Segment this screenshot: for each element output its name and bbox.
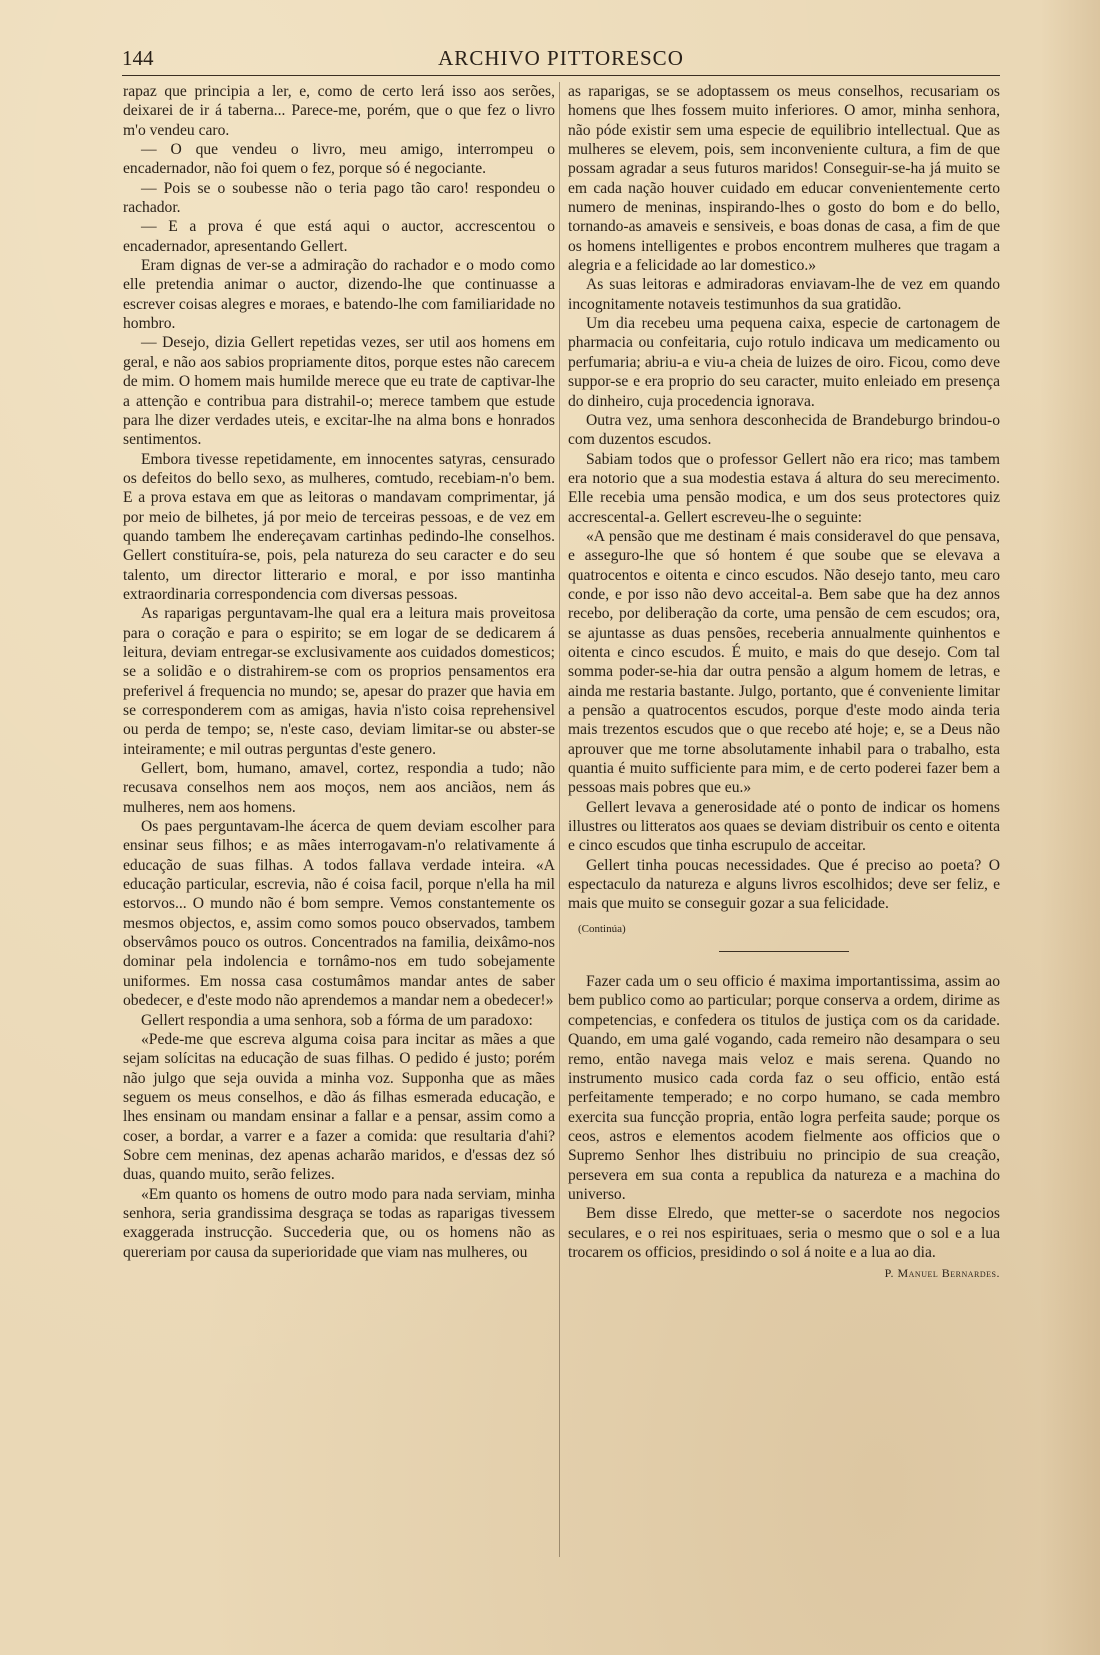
paragraph: as raparigas, se se adoptassem os meus conselhos, recusariam os homens que lhes fossem muito inferiores. O amor, minha senhora, não póde existir sem uma especie de equilibrio intellectual. Que as mulheres se elevem, pois, sem inconveniente cultura, a fim de que possam agradar a seus futuros maridos! Conseguir-se-ha já muito se em cada nação houver cuidado em educar convenientemente certo numero de meninas, inspirando-lhes o gosto do bom e do bello, tornando-as amaveis e sensiveis, e boas donas de casa, a fim de que os homens intelligentes e probos encontrem mulheres que tragam a alegria e a felicidade ao lar domestico.» xyxy=(568,83,1000,275)
paragraph: Gellert, bom, humano, amavel, cortez, respondia a tudo; não recusava conselhos nem aos moços, nem aos anciãos, nem ás mulheres, nem aos homens. xyxy=(123,760,555,816)
continua-label: (Continúa) xyxy=(578,922,626,935)
right-column xyxy=(568,82,1000,1284)
second-article xyxy=(568,972,1000,1262)
page-header xyxy=(122,42,1000,76)
paragraph: Gellert respondia a uma senhora, sob a fórma de um paradoxo: xyxy=(141,1011,533,1029)
paragraph: Embora tivesse repetidamente, em innocentes satyras, censurado os defeitos do bello sexo, as mulheres, comtudo, recebiam-n'o bem. E a prova estava em que as leitoras o mandavam comprimentar, já por meio de bilhetes, já por meio de terceiras pessoas, e de vez em quando tambem lhe endereçavam cartinhas pedindo-lhe conselhos. Gellert constituíra-se, pois, pela natureza do seu caracter e do seu talento, um director litterario e moral, e por isso mantinha extraordinaria correspondencia com diversas pessoas. xyxy=(123,450,555,603)
section-rule xyxy=(719,951,849,952)
paragraph: Gellert levava a generosidade até o ponto de indicar os homens illustres ou litteratos aos quaes se deviam distribuir os cento e oitenta e cinco escudos que tinha escrupulo de acceitar. xyxy=(568,798,1000,855)
running-title: ARCHIVO PITTORESCO xyxy=(438,46,684,70)
article-continuation xyxy=(568,82,1000,914)
paragraph: Fazer cada um o seu officio é maxima importantissima, assim ao bem publico como ao particular; porque conserva a ordem, dirime as competencias, e confedera os titulos de justiça com os da caridade. Quando, em uma galé vogando, cada remeiro não desampara o seu remo, então navega mais veloz e mais serena. Quando no instrumento musico cada corda faz o seu officio, então está perfeitamente temperado; e no corpo humano, se cada membro exercita sua funcção propria, então logra perfeita saude; porque os ceos, astros e elementos acodem fielmente aos officios que o Supremo Senhor lhes distribuiu no principio de sua creação, persevera em sua conta a republica da natureza e a machina do universo. xyxy=(568,973,1000,1203)
left-column xyxy=(123,82,555,1262)
paragraph: Outra vez, uma senhora desconhecida de Brandeburgo brindou-o com duzentos escudos. xyxy=(568,411,1000,449)
paragraph: Bem disse Elredo, que metter-se o sacerdote nos negocios seculares, e o rei nos espirituaes, seria o mesmo que o sol e a lua trocarem os officios, presidindo o sol á noite e a lua ao dia. xyxy=(568,1205,1000,1261)
paragraph: «Em quanto os homens de outro modo para nada serviam, minha senhora, seria grandissima desgraça se todas as raparigas tivessem exaggerada instrucção. Succederia que, ou os homens não as quereriam por causa da superioridade que viam nas mulheres, ou xyxy=(123,1185,555,1261)
paragraph: As suas leitoras e admiradoras enviavam-lhe de vez em quando incognitamente notaveis testimunhos da sua gratidão. xyxy=(568,276,1000,313)
paragraph: «A pensão que me destinam é mais consideravel do que pensava, e asseguro-lhe que só hontem é que soube que se elevava a quatrocentos e oitenta e cinco escudos. Não desejo tanto, meu caro conde, e por isso não devo acceital-a. Bem sabe que ha dez annos recebo, por deliberação da corte, uma pensão de cem escudos; ora, se ajuntasse as duas pensões, receberia annualmente quinhentos e oitenta e cinco escudos. É muito, e mais do que desejo. Com tal somma poder-se-hia dar outra pensão a algum homem de letras, e ainda me restaria bastante. Julgo, portanto, que é conveniente limitar a pensão a quatrocentos escudos, porque d'este modo ainda teria mais trezentos escudos que o que recebo até hoje; e, se a Deus não aprouver que me torne absolutamente inhabil para o trabalho, esta quantia é muito sufficiente para mim, e de certo poderei fazer bem a pessoas mais pobres que eu.» xyxy=(568,527,1000,797)
author-signature: P. Manuel Bernardes. xyxy=(884,1266,1000,1281)
paragraph: — E a prova é que está aqui o auctor, accrescentou o encadernador, apresentando Gellert. xyxy=(123,218,555,255)
paragraph: — O que vendeu o livro, meu amigo, interrompeu o encadernador, não foi quem o fez, porque só é negociante. xyxy=(123,141,555,178)
paragraph: Um dia recebeu uma pequena caixa, especie de cartonagem de pharmacia ou confeitaria, cujo rotulo indicava um medicamento ou perfumaria; abriu-a e viu-a cheia de luizes de oiro. Ficou, como deve suppor-se e era proprio do seu caracter, muito enleiado em presença do dinheiro, cuja procedencia ignorava. xyxy=(568,315,1000,410)
page-number: 144 xyxy=(122,46,154,70)
paragraph: «Pede-me que escreva alguma coisa para incitar as mães a que sejam solícitas na educação de suas filhas. O pedido é justo; porém não julgo que seja ouvida a minha voz. Supponha que as mães seguem os meus conselhos, e dão ás filhas esmerada educação, e lhes ensinam ou mandam ensinar a fallar e a pensar, assim como a coser, a bordar, a varrer e a fazer a comida: que resultaria d'ahi? Sobre cem meninas, dez apenas acharão maridos, e d'essas dez só duas, quando muito, serão felizes. xyxy=(123,1030,555,1184)
column-divider xyxy=(559,82,560,1557)
paragraph: Os paes perguntavam-lhe ácerca de quem deviam escolher para ensinar seus filhos; e as mães interrogavam-n'o relativamente á educação de suas filhas. A todos fallava verdade inteira. «A educação particular, escrevia, não é coisa facil, porque n'ella ha mil estorvos... O mundo não é bom sempre. Vemos constantemente os mesmos objectos, e, assim como somos pouco observados, tambem observâmos pouco os outros. Concentrados na familia, deixâmo-nos dominar pela indolencia e tornâmo-nos em tudo sobejamente uniformes. Em nossa casa costumâmos mandar antes de saber obedecer, e d'este modo não aprendemos a mandar nem a obedecer!» xyxy=(123,818,555,1010)
header-rule xyxy=(122,75,1000,76)
paragraph: Eram dignas de ver-se a admiração do rachador e o modo como elle pretendia animar o auctor, dizendo-lhe que continuasse a escrever coisas alegres e moraes, e batendo-lhe com familiaridade no hombro. xyxy=(123,257,555,333)
paragraph: — Pois se o soubesse não o teria pago tão caro! respondeu o rachador. xyxy=(123,179,555,217)
paragraph: Gellert tinha poucas necessidades. Que é preciso ao poeta? O espectaculo da natureza e alguns livros escolhidos; deve ser feliz, e mais que muito se conseguir gozar a sua felicidade. xyxy=(568,856,1000,913)
page-edge-shadow xyxy=(1040,0,1100,1655)
paragraph: rapaz que principia a ler, e, como de certo lerá isso aos serões, deixarei de ir á taberna... Parece-me, porém, que o que fez o livro m'o vendeu caro. xyxy=(123,83,555,139)
paragraph: Sabiam todos que o professor Gellert não era rico; mas tambem era notorio que a sua modestia estava á altura do seu merecimento. Elle recebia uma pensão modica, e um dos seus protectores quiz accrescental-a. Gellert escreveu-lhe o seguinte: xyxy=(568,450,1000,526)
paragraph: — Desejo, dizia Gellert repetidas vezes, ser util aos homens em geral, e não aos sabios propriamente ditos, porque estes não carecem de mim. O homem mais humilde merece que eu trate de captivar-lhe a attenção e contribua para distrahil-o; merece tambem que estude para lhe dizer verdades uteis, e excitar-lhe na alma bons e honrados sentimentos. xyxy=(123,334,555,449)
paragraph: As raparigas perguntavam-lhe qual era a leitura mais proveitosa para o coração e para o espirito; se em logar de se dedicarem á leitura, deviam entregar-se exclusivamente aos cuidados domesticos; se a solidão e o distrahirem-se com os proprios pensamentos era preferivel á frequencia no mundo; se, apesar do prazer que havia em se corresponderem com as amigas, havia n'isto coisa reprehensivel ou perda de tempo; se, n'este caso, deviam limitar-se ou abster-se inteiramente; e mil outras perguntas d'este genero. xyxy=(123,605,555,758)
